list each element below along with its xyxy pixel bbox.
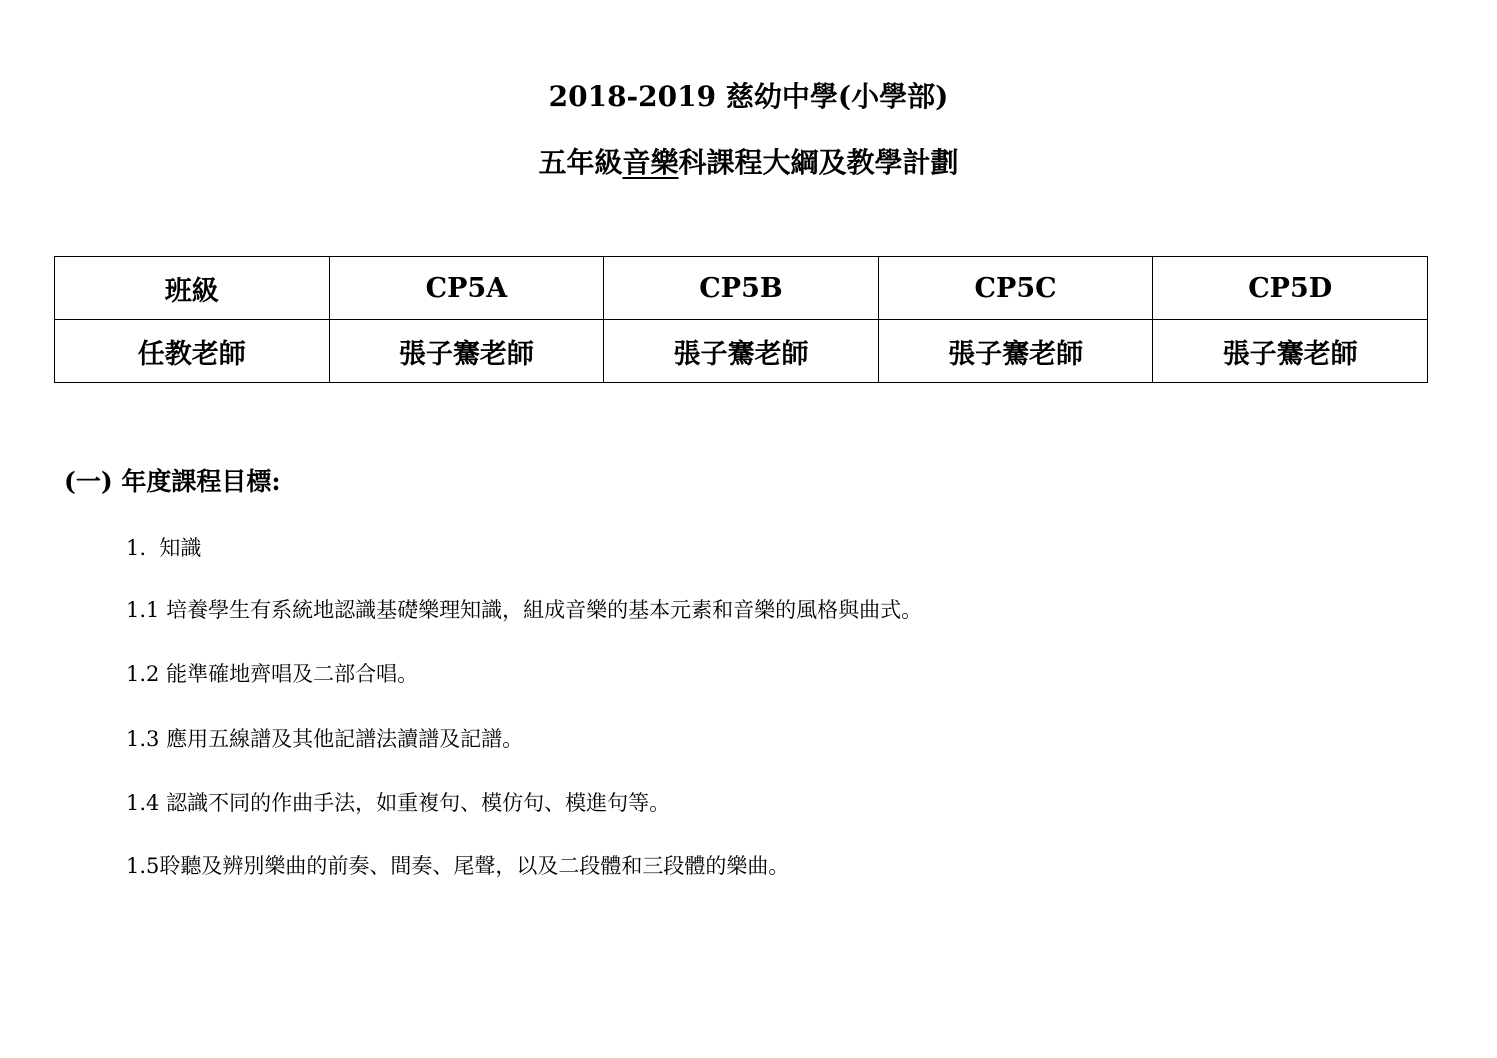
table-cell-class: CP5D bbox=[1153, 257, 1428, 320]
item-text: 應用五線譜及其他記譜法讀譜及記譜。 bbox=[166, 727, 524, 751]
class-teacher-table bbox=[54, 256, 1428, 383]
item-text: 知識 bbox=[159, 536, 202, 560]
plan-title-suffix: 科課程大綱及教學計劃 bbox=[678, 146, 959, 179]
table-cell-class: CP5C bbox=[878, 257, 1153, 320]
item-text: 認識不同的作曲手法，如重複句、模仿句、模進句等。 bbox=[166, 791, 671, 815]
list-item bbox=[126, 852, 789, 880]
list-item bbox=[126, 789, 670, 817]
item-number: 1.4 bbox=[126, 791, 160, 815]
table-cell-teacher: 張子騫老師 bbox=[604, 320, 879, 383]
table-cell-teacher: 張子騫老師 bbox=[878, 320, 1153, 383]
list-item bbox=[126, 596, 922, 624]
section-heading-annual-goals: (一) 年度課程目標: bbox=[64, 467, 281, 496]
list-item bbox=[126, 660, 418, 688]
item-number: 1. bbox=[126, 536, 147, 560]
table-cell-teacher: 張子騫老師 bbox=[1153, 320, 1428, 383]
list-item bbox=[126, 534, 201, 562]
item-text: 聆聽及辨別樂曲的前奏、間奏、尾聲，以及二段體和三段體的樂曲。 bbox=[159, 854, 790, 878]
table-cell-class: CP5B bbox=[604, 257, 879, 320]
table-cell-teacher-label: 任教老師 bbox=[55, 320, 330, 383]
plan-title-prefix: 五年級 bbox=[538, 146, 623, 179]
item-text: 培養學生有系統地認識基礎樂理知識，組成音樂的基本元素和音樂的風格與曲式。 bbox=[166, 598, 923, 622]
item-number: 1.3 bbox=[126, 727, 160, 751]
item-number: 1.5 bbox=[126, 854, 160, 878]
item-text: 能準確地齊唱及二部合唱。 bbox=[166, 662, 419, 686]
item-number: 1.1 bbox=[126, 598, 160, 622]
school-title: 2018-2019 慈幼中學(小學部) bbox=[548, 80, 949, 113]
table-cell-class-label: 班級 bbox=[55, 257, 330, 320]
plan-title bbox=[0, 146, 1497, 180]
table-row-teacher bbox=[55, 320, 1428, 383]
table-row-class bbox=[55, 257, 1428, 320]
list-item bbox=[126, 725, 523, 753]
table-cell-class: CP5A bbox=[329, 257, 604, 320]
plan-title-subject: 音樂 bbox=[622, 146, 679, 179]
table-cell-teacher: 張子騫老師 bbox=[329, 320, 604, 383]
item-number: 1.2 bbox=[126, 662, 160, 686]
